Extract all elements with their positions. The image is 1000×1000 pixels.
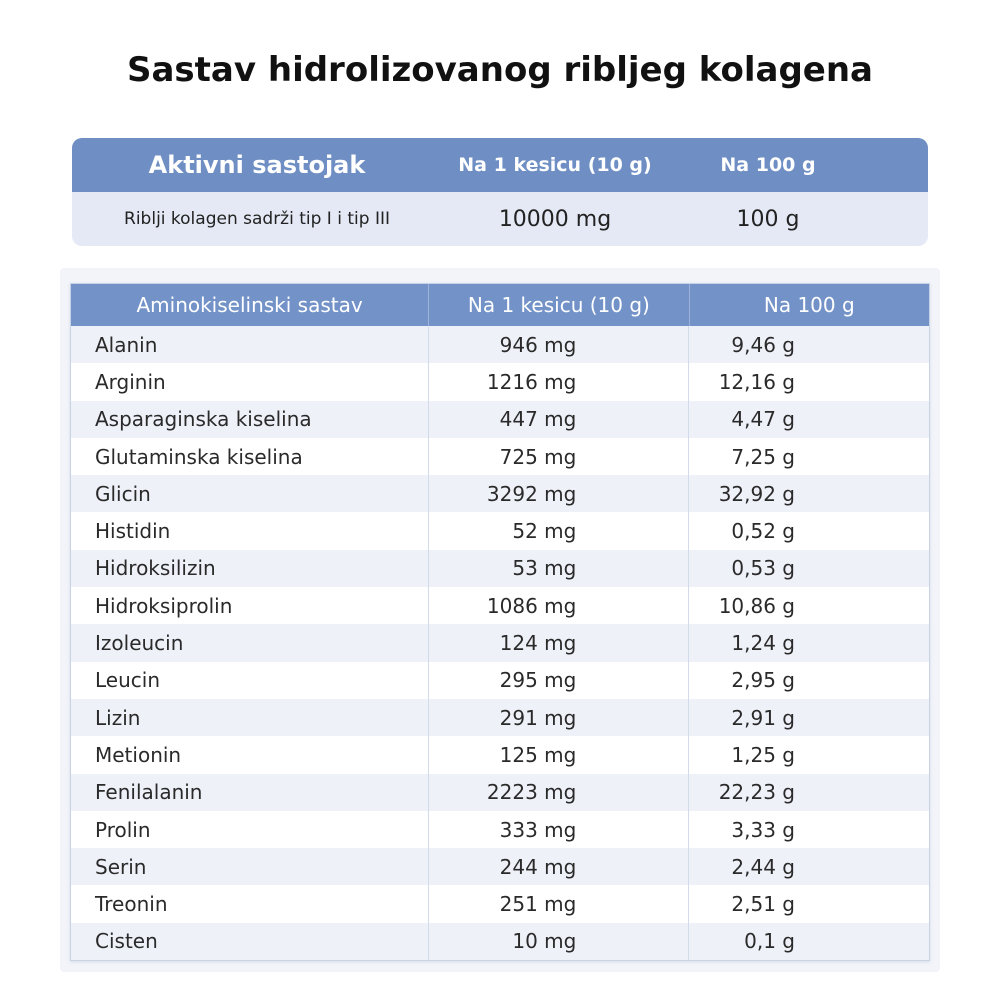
amount-per-100g: 0,1 g [744,929,795,954]
amount-per-sachet: 53 mg [429,550,690,587]
amino-acid-name: Cisten [71,923,429,960]
amount-per-100g: 7,25 g [731,444,795,469]
amino-acid-name: Fenilalanin [71,774,429,811]
amino-acid-name: Alanin [71,326,429,363]
header-per-100g: Na 100 g [720,154,816,176]
amount-per-sachet: 251 mg [429,885,690,922]
table-row [71,363,929,400]
amino-acid-name: Hidroksilizin [71,550,429,587]
amino-acid-name: Asparaginska kiselina [71,401,429,438]
amino-acid-name: Metionin [71,736,429,773]
table-row [71,624,929,661]
amount-per-100g: 4,47 g [731,407,795,432]
amount-per-sachet: 946 mg [429,326,690,363]
ingredient-per-sachet: 10000 mg [498,206,612,232]
table-row [71,662,929,699]
amount-per-100g: 2,44 g [731,854,795,879]
table-row [71,774,929,811]
header-amino-per-sachet: Na 1 kesicu (10 g) [429,284,689,326]
amino-acid-name: Lizin [71,699,429,736]
amount-per-100g: 9,46 g [731,332,795,357]
amount-per-sachet: 291 mg [429,699,690,736]
active-ingredient-header [72,138,928,192]
amount-per-sachet: 124 mg [429,624,690,661]
ingredient-per-100g: 100 g [736,206,800,232]
amount-per-sachet: 52 mg [429,512,690,549]
table-row [71,736,929,773]
amino-acid-name: Serin [71,848,429,885]
table-row [71,475,929,512]
table-row [71,587,929,624]
table-row [71,848,929,885]
amount-per-100g: 1,24 g [731,631,795,656]
table-row [71,512,929,549]
amino-acid-name: Hidroksiprolin [71,587,429,624]
amino-acid-name: Prolin [71,811,429,848]
amount-per-100g: 2,51 g [731,892,795,917]
amount-per-100g: 2,95 g [731,668,795,693]
table-row [71,811,929,848]
active-ingredient-row [72,192,928,246]
header-active-ingredient: Aktivni sastojak [148,151,366,179]
ingredient-name: Riblji kolagen sadrži tip I i tip III [124,209,390,229]
header-per-sachet: Na 1 kesicu (10 g) [458,154,652,176]
table-row [71,699,929,736]
amount-per-sachet: 295 mg [429,662,690,699]
amount-per-100g: 1,25 g [731,742,795,767]
table-row [71,885,929,922]
amount-per-100g: 32,92 g [718,481,795,506]
amount-per-sachet: 2223 mg [429,774,690,811]
header-amino-composition: Aminokiselinski sastav [71,284,429,326]
amino-acid-name: Treonin [71,885,429,922]
amount-per-100g: 3,33 g [731,817,795,842]
amino-acid-name: Glutaminska kiselina [71,438,429,475]
amino-acid-name: Izoleucin [71,624,429,661]
amino-acid-name: Histidin [71,512,429,549]
amount-per-sachet: 725 mg [429,438,690,475]
amount-per-sachet: 10 mg [429,923,690,960]
active-ingredient-table [72,138,928,246]
table-row [71,401,929,438]
amount-per-sachet: 3292 mg [429,475,690,512]
amount-per-100g: 10,86 g [718,593,795,618]
amount-per-sachet: 1086 mg [429,587,690,624]
table-row [71,550,929,587]
amount-per-sachet: 333 mg [429,811,690,848]
amount-per-sachet: 244 mg [429,848,690,885]
amino-table-header [71,284,929,326]
amount-per-100g: 0,52 g [731,519,795,544]
amino-acid-table [70,283,930,961]
table-row [71,438,929,475]
amount-per-100g: 0,53 g [731,556,795,581]
amino-acid-name: Leucin [71,662,429,699]
amino-acid-name: Glicin [71,475,429,512]
header-amino-per-100g: Na 100 g [763,293,855,317]
table-row [71,923,929,960]
amount-per-sachet: 447 mg [429,401,690,438]
table-row [71,326,929,363]
amount-per-100g: 12,16 g [718,369,795,394]
amount-per-sachet: 1216 mg [429,363,690,400]
amount-per-sachet: 125 mg [429,736,690,773]
amino-table-body [71,326,929,960]
amount-per-100g: 2,91 g [731,705,795,730]
amino-acid-name: Arginin [71,363,429,400]
page-title: Sastav hidrolizovanog ribljeg kolagena [127,50,873,90]
amount-per-100g: 22,23 g [718,780,795,805]
